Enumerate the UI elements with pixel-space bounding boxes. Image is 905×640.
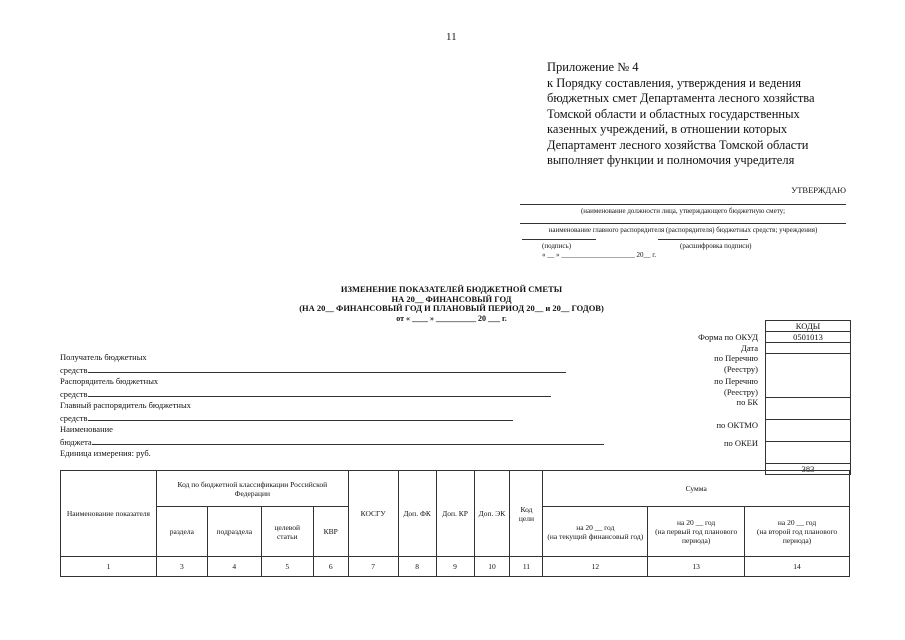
recipient-label-1: Получатель бюджетных [60,352,147,362]
estimate-table [60,470,850,577]
header-year-first: на 20 __ год (на первый год планового периода) [648,507,745,557]
header-classification: Код по бюджетной классификации Российской Федерации [156,471,348,507]
left-fields [60,352,680,460]
appendix-block [547,60,877,169]
chief-label-1: Главный распорядитель бюджетных [60,400,191,410]
header-kod-cel: Код цели [510,471,543,557]
manager-caption: наименование главного распорядителя (распорядителя) бюджетных средств; учреждения) [548,226,818,234]
budget-name-label-2: бюджета [60,436,92,447]
col-num: 9 [436,557,474,577]
oktmo-label: по ОКТМО [716,419,758,430]
header-subsection: подраздела [207,507,261,557]
list1-label-a: по Перечню [714,353,758,363]
okud-label: Форма по ОКУД [698,332,758,342]
heading-line-1: ИЗМЕНЕНИЕ ПОКАЗАТЕЛЕЙ БЮДЖЕТНОЙ СМЕТЫ [340,284,563,294]
bk-label: по БК [736,397,758,407]
col-num: 3 [156,557,207,577]
appendix-line: Томской области и областных государственных [547,106,800,121]
col-num: 8 [398,557,436,577]
list2-label-b: (Реестру) [723,386,758,397]
signature-line [522,239,596,240]
list2-label-a: по Перечню [714,376,758,386]
okud-code: 0501013 [766,332,851,343]
col-num: 11 [510,557,543,577]
header-year-current: на 20 __ год (на текущий финансовый год) [543,507,648,557]
okei-label: по ОКЕИ [723,438,758,448]
col-num: 14 [745,557,850,577]
appendix-title: Приложение № 4 [547,60,639,74]
list1-code [766,354,851,398]
manager-line [520,220,846,224]
codes-table [765,320,851,475]
okei-code: 383 [766,464,851,475]
header-kosgu: КОСГУ [348,471,398,557]
heading-date: от « ____ » __________ 20 ___ г. [396,313,507,323]
header-indicator: Наименование показателя [61,471,157,557]
position-line [520,201,846,205]
unit-label: Единица измерения: руб. [60,448,151,458]
header-dop-kr: Доп. КР [436,471,474,557]
decoding-caption: (расшифровка подписи) [680,242,752,250]
chief-underline [88,412,513,421]
document-heading [0,285,905,323]
col-num: 12 [543,557,648,577]
manager-label-2: средств [60,388,88,399]
header-sum: Сумма [543,471,850,507]
position-caption: (наименование должности лица, утверждающего бюджетную смету; [580,207,786,215]
date-code [766,343,851,354]
recipient-label-2: средств [60,364,88,375]
header-section: раздела [156,507,207,557]
heading-line-3: (НА 20__ ФИНАНСОВЫЙ ГОД И ПЛАНОВЫЙ ПЕРИОД 20__ и 20__ ГОДОВ) [299,303,604,313]
col-num: 10 [474,557,510,577]
right-labels [640,332,758,449]
appendix-line: казенных учреждений, в отношении которых [547,122,788,136]
header-dop-fk: Доп. ФК [398,471,436,557]
appendix-line: Департамент лесного хозяйства Томской области [547,137,809,152]
approve-label: УТВЕРЖДАЮ [791,185,846,195]
appendix-line: бюджетных смет Департамента лесного хозяйства [547,91,815,105]
manager-label-1: Распорядитель бюджетных [60,376,159,386]
list1-label-b: (Реестру) [723,363,758,374]
signature-row [520,239,846,263]
decoding-line [658,239,748,240]
oktmo-code [766,442,851,464]
header-target: целевой статьи [261,507,313,557]
heading-line-2: НА 20__ ФИНАНСОВЫЙ ГОД [391,293,512,304]
col-num: 5 [261,557,313,577]
approval-block [520,185,846,263]
recipient-underline [88,364,566,373]
col-num: 13 [648,557,745,577]
col-num: 1 [61,557,157,577]
chief-label-2: средств [60,412,88,423]
col-num: 6 [313,557,348,577]
appendix-line: к Порядку составления, утверждения и ведения [547,75,802,90]
codes-header: КОДЫ [766,321,851,332]
budget-name-label-1: Наименование [60,424,113,434]
date-label: Дата [741,342,758,353]
header-kvr: КВР [313,507,348,557]
approval-date: « __ » _____________________ 20__ г. [542,251,657,259]
budget-underline [92,436,604,445]
bk-code [766,420,851,442]
header-dop-ek: Доп. ЭК [474,471,510,557]
manager-underline [88,388,551,397]
appendix-line: выполняет функции и полномочия учредителя [547,153,795,167]
list2-code [766,398,851,420]
header-year-second: на 20 __ год (на второй год планового периода) [745,507,850,557]
signature-caption: (подпись) [542,242,572,250]
col-num: 4 [207,557,261,577]
page-number: 11 [446,31,457,43]
col-num: 7 [348,557,398,577]
